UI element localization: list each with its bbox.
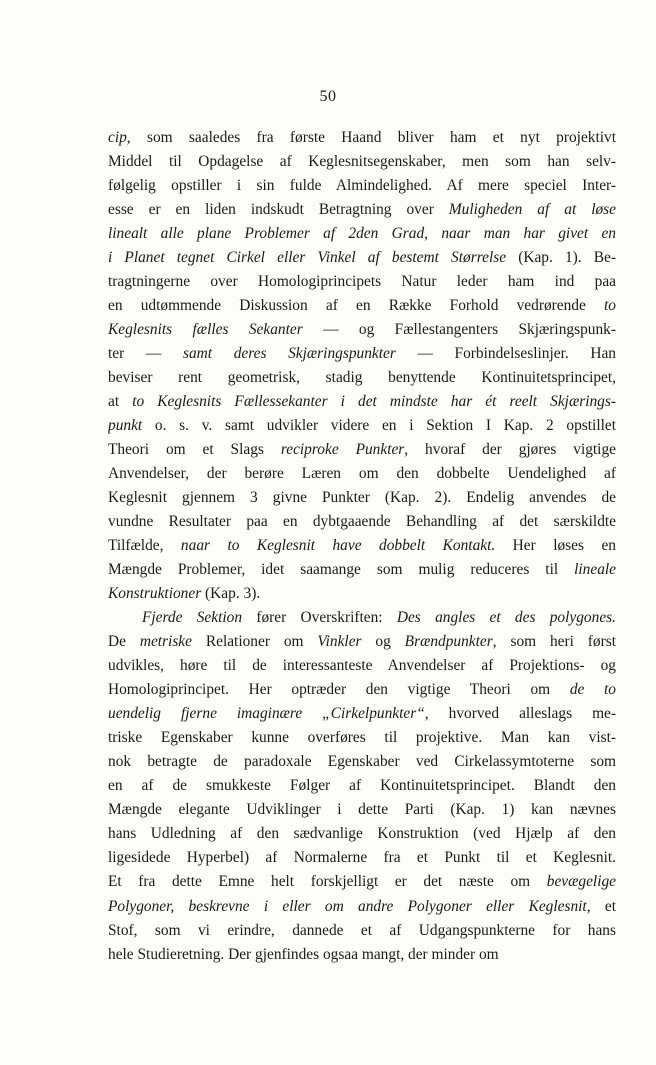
italic-text: Polygoner, beskrevne i eller om andre Polygoner eller Keglesnit, bbox=[108, 897, 591, 915]
text-line bbox=[108, 895, 616, 919]
text-line bbox=[108, 630, 616, 654]
text-line bbox=[108, 462, 616, 486]
text-segment: vundne Resultater paa en dybtgaaende Behandling af det særskildte bbox=[108, 513, 616, 531]
italic-text: de to bbox=[569, 681, 616, 699]
text-line bbox=[108, 822, 616, 846]
text-segment: Keglesnit gjennem 3 givne Punkter (Kap. 2). Endelig anvendes de bbox=[108, 489, 616, 507]
text-segment: en udtømmende Diskussion af en Række Forhold vedrørende bbox=[108, 297, 605, 315]
text-segment: Theori om et Slags bbox=[108, 441, 281, 459]
text-line bbox=[108, 870, 616, 894]
italic-text: samt deres Skjæringspunkter bbox=[182, 345, 396, 363]
text-line bbox=[108, 846, 616, 870]
text-line bbox=[108, 702, 616, 726]
italic-text: Fjerde Sektion bbox=[142, 609, 243, 627]
text-segment: hans Udledning af den sædvanlige Konstruktion (ved Hjælp af den bbox=[108, 825, 616, 843]
text-line bbox=[108, 510, 616, 534]
text-segment: Tilfælde, bbox=[108, 537, 181, 555]
text-line bbox=[108, 366, 616, 390]
text-line bbox=[108, 798, 616, 822]
italic-text: to bbox=[604, 297, 616, 315]
text-segment: (Kap. 3). bbox=[201, 585, 261, 603]
text-segment: (Kap. 1). Be- bbox=[506, 249, 616, 267]
italic-text: Vinkler bbox=[317, 633, 362, 651]
text-segment: som saaledes fra første Haand bliver ham et nyt projektivt bbox=[130, 129, 616, 146]
text-segment: og bbox=[361, 633, 405, 651]
italic-text: punkt bbox=[108, 417, 143, 435]
text-segment: Anvendelser, der berøre Læren om den dobbelte Uendelighed af bbox=[108, 465, 616, 483]
text-line bbox=[108, 534, 616, 558]
text-segment: et bbox=[590, 897, 616, 915]
text-segment: Mængde Problemer, idet saamange som mulig reduceres til bbox=[108, 561, 575, 579]
text-line bbox=[108, 486, 616, 510]
text-segment: Relationer om bbox=[191, 633, 318, 651]
italic-text: Des angles et des polygones. bbox=[396, 609, 616, 627]
italic-text: Muligheden af at løse bbox=[448, 201, 616, 219]
text-segment: hele Studieretning. Der gjenfindes ogsaa mangt, der minder om bbox=[108, 945, 499, 963]
text-segment: Her løses en bbox=[495, 537, 616, 555]
text-segment: tragtningerne over Homologiprincipets Natur leder ham ind paa bbox=[108, 273, 616, 291]
italic-text: cip, bbox=[108, 129, 131, 146]
text-line bbox=[108, 654, 616, 678]
italic-text: Konstruktioner bbox=[108, 585, 202, 603]
text-segment: o. s. v. samt udvikler videre en i Sektion I Kap. 2 opstillet bbox=[142, 417, 616, 435]
italic-text: Keglesnits fælles Sekanter bbox=[108, 321, 303, 339]
text-segment: nok betragte de paradoxale Egenskaber ved Cirkelassymtoterne som bbox=[108, 753, 616, 771]
text-line bbox=[108, 270, 616, 294]
text-line bbox=[108, 582, 616, 606]
text-segment: Stof, som vi erindre, dannede et af Udgangspunkterne for hans bbox=[108, 921, 616, 939]
text-segment: , hvorved alleslags me- bbox=[424, 705, 616, 723]
text-segment: — og Fællestangenters Skjæringspunk- bbox=[302, 321, 616, 339]
text-segment: Middel til Opdagelse af Keglesnitsegenskaber, men som han selv- bbox=[108, 153, 616, 171]
page-number: 50 bbox=[319, 88, 337, 105]
text-segment: triske Egenskaber kunne overføres til projektive. Man kan vist- bbox=[108, 729, 616, 747]
text-line bbox=[108, 294, 616, 318]
text-line bbox=[108, 678, 616, 702]
text-line bbox=[108, 318, 616, 342]
text-segment: De bbox=[108, 633, 140, 651]
text-line bbox=[108, 919, 616, 943]
text-line bbox=[108, 414, 616, 438]
text-line bbox=[108, 150, 616, 174]
italic-text: naar to Keglesnit have dobbelt Kontakt. bbox=[180, 537, 496, 555]
text-line bbox=[108, 943, 616, 967]
text-line bbox=[108, 606, 616, 630]
body-text bbox=[108, 126, 616, 967]
italic-text: to Keglesnits Fællessekanter i det mindste har ét reelt Skjærings- bbox=[132, 393, 616, 411]
text-segment: fører Overskriften: bbox=[242, 609, 397, 627]
text-line bbox=[108, 558, 616, 582]
text-segment: udvikles, høre til de interessanteste Anvendelser af Projektions- og bbox=[108, 657, 616, 675]
text-segment: , som heri først bbox=[492, 633, 616, 651]
italic-text: i Planet tegnet Cirkel eller Vinkel af bestemt Størrelse bbox=[108, 249, 507, 267]
text-line bbox=[108, 774, 616, 798]
text-segment: følgelig opstiller i sin fulde Almindelighed. Af mere speciel Inter- bbox=[108, 177, 616, 195]
text-line bbox=[108, 126, 616, 150]
text-line bbox=[108, 750, 616, 774]
italic-text: uendelig fjerne imaginære „Cirkelpunkter“ bbox=[108, 705, 425, 723]
text-line bbox=[108, 246, 616, 270]
text-segment: Mængde elegante Udviklinger i dette Parti (Kap. 1) kan nævnes bbox=[108, 801, 616, 819]
text-line bbox=[108, 198, 616, 222]
text-segment: beviser rent geometrisk, stadig benyttende Kontinuitetsprincipet, bbox=[108, 369, 616, 387]
italic-text: lineale bbox=[574, 561, 616, 579]
text-segment: — Forbindelseslinjer. Han bbox=[395, 345, 616, 363]
text-segment: Et fra dette Emne helt forskjelligt er det næste om bbox=[108, 873, 547, 891]
text-line bbox=[108, 222, 616, 246]
italic-text: bevægelige bbox=[546, 873, 616, 891]
italic-text: Brændpunkter bbox=[404, 633, 493, 651]
text-segment: , hvoraf der gjøres vigtige bbox=[404, 441, 616, 459]
text-line bbox=[108, 342, 616, 366]
text-segment: ligesidede Hyperbel) af Normalerne fra et Punkt til et Keglesnit. bbox=[108, 849, 616, 867]
text-segment: ter — bbox=[108, 345, 183, 363]
text-segment: Homologiprincipet. Her optræder den vigtige Theori om bbox=[108, 681, 570, 699]
italic-text: linealt alle plane Problemer af 2den Grad, naar man har givet en bbox=[108, 225, 616, 243]
text-line bbox=[108, 726, 616, 750]
italic-text: reciproke Punkter bbox=[280, 441, 405, 459]
text-segment: en af de smukkeste Følger af Kontinuitetsprincipet. Blandt den bbox=[108, 777, 616, 795]
text-line bbox=[108, 438, 616, 462]
italic-text: metriske bbox=[139, 633, 192, 651]
text-line bbox=[108, 174, 616, 198]
text-segment: esse er en liden indskudt Betragtning over bbox=[108, 201, 449, 219]
text-segment: at bbox=[108, 393, 133, 411]
text-line bbox=[108, 390, 616, 414]
